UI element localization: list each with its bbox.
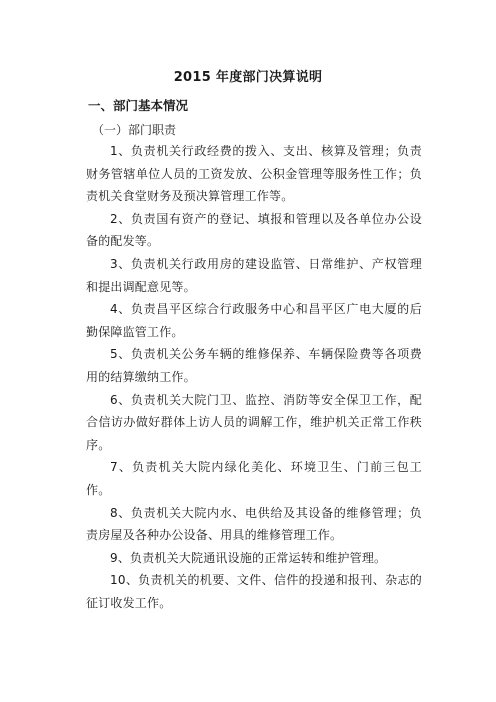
document-title: 2015 年度部门决算说明 <box>173 70 323 85</box>
paragraph-3: 3、负责机关行政用房的建设监管、日常维护、产权管理和提出调配意见等。 <box>86 256 422 294</box>
document-body <box>86 140 422 614</box>
paragraph-2: 2、负责国有资产的登记、填报和管理以及各单位办公设备的配发等。 <box>86 211 422 249</box>
paragraph-5: 5、负责机关公务车辆的维修保养、车辆保险费等各项费用的结算缴纳工作。 <box>86 347 422 384</box>
paragraph-7: 7、负责机关大院内绿化美化、环境卫生、门前三包工作。 <box>86 460 422 497</box>
paragraph-6: 6、负责机关大院门卫、监控、消防等安全保卫工作，配合信访办做好群体上访人员的调解工作，维护机关正常工作秩序。 <box>86 392 422 452</box>
paragraph-1: 1、负责机关行政经费的拨入、支出、核算及管理；负责财务管辖单位人员的工资发放、公积金管理等服务性工作；负责机关食堂财务及预决算管理工作等。 <box>86 144 422 204</box>
section-heading: 一、部门基本情况 <box>88 98 189 113</box>
paragraph-4: 4、负责昌平区综合行政服务中心和昌平区广电大厦的后勤保障监管工作。 <box>86 302 422 339</box>
paragraph-9: 9、负责机关大院通讯设施的正常运转和维护管理。 <box>110 550 387 565</box>
paragraph-10: 10、负责机关的机要、文件、信件的投递和报刊、杂志的征订收发工作。 <box>86 573 422 610</box>
paragraph-8: 8、负责机关大院内水、电供给及其设备的维修管理；负责房屋及各种办公设备、用具的维修管理工作。 <box>86 505 422 543</box>
subsection-heading: （一）部门职责 <box>92 123 177 137</box>
